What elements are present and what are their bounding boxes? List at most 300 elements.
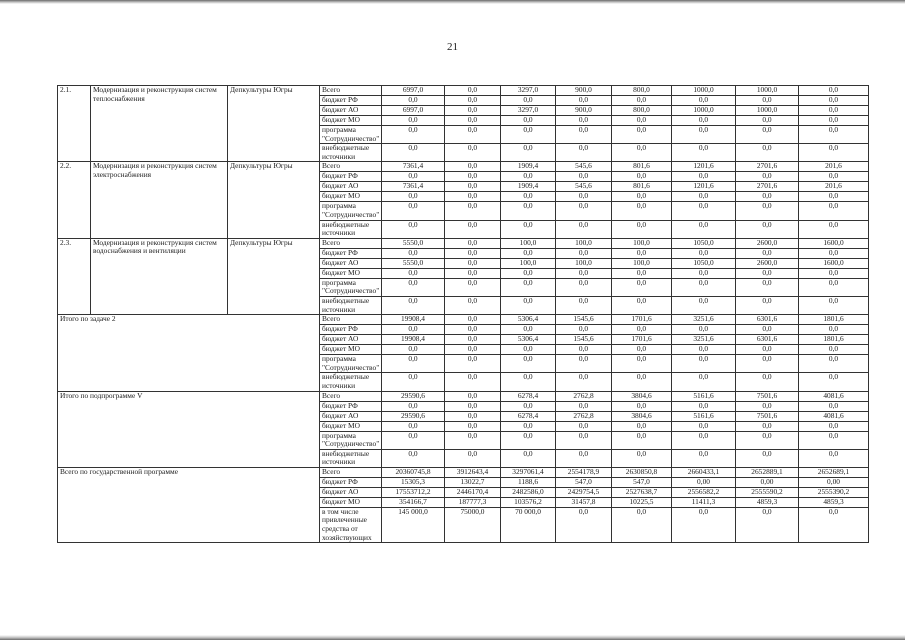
amount-cell: 0,0 (672, 268, 736, 278)
amount-cell: 1701,6 (612, 335, 672, 345)
amount-cell: 0,0 (736, 355, 799, 373)
amount-cell: 0,0 (445, 248, 501, 258)
amount-cell: 0,0 (382, 421, 445, 431)
amount-cell: 0,0 (799, 449, 869, 467)
amount-cell: 7361,4 (382, 182, 445, 192)
amount-cell: 0,0 (672, 144, 736, 162)
amount-cell: 0,0 (736, 268, 799, 278)
amount-cell: 0,0 (556, 325, 612, 335)
amount-cell: 4081,6 (799, 411, 869, 421)
total-label: Итого по подпрограмме V (58, 391, 320, 467)
funding-source: бюджет РФ (320, 325, 382, 335)
amount-cell: 0,0 (736, 431, 799, 449)
amount-cell: 5550,0 (382, 258, 445, 268)
amount-cell: 0,0 (612, 431, 672, 449)
amount-cell: 100,0 (612, 258, 672, 268)
amount-cell: 6278,4 (501, 391, 556, 401)
amount-cell: 0,0 (799, 126, 869, 144)
amount-cell: 1600,0 (799, 258, 869, 268)
amount-cell: 0,0 (382, 202, 445, 220)
amount-cell: 103576,2 (501, 497, 556, 507)
amount-cell: 0,0 (799, 401, 869, 411)
amount-cell: 1000,0 (672, 106, 736, 116)
amount-cell: 0,0 (501, 220, 556, 238)
amount-cell: 0,00 (799, 477, 869, 487)
amount-cell: 0,0 (445, 96, 501, 106)
amount-cell: 0,0 (799, 268, 869, 278)
amount-cell: 13022,7 (445, 477, 501, 487)
funding-source: бюджет МО (320, 421, 382, 431)
amount-cell: 0,0 (612, 192, 672, 202)
amount-cell: 1188,6 (501, 477, 556, 487)
amount-cell: 0,0 (445, 278, 501, 296)
measure-name: Модернизация и реконструкция систем теплоснабжения (91, 86, 228, 162)
amount-cell: 0,0 (612, 144, 672, 162)
amount-cell: 0,0 (382, 248, 445, 258)
amount-cell: 2555590,2 (736, 487, 799, 497)
amount-cell: 2652689,1 (799, 467, 869, 477)
amount-cell: 2556582,2 (672, 487, 736, 497)
amount-cell: 0,0 (672, 345, 736, 355)
amount-cell: 0,0 (445, 192, 501, 202)
amount-cell: 5306,4 (501, 315, 556, 325)
amount-cell: 20360745,8 (382, 467, 445, 477)
amount-cell: 900,0 (556, 86, 612, 96)
amount-cell: 0,0 (799, 296, 869, 314)
amount-cell: 5550,0 (382, 238, 445, 248)
amount-cell: 70 000,0 (501, 507, 556, 542)
amount-cell: 0,0 (501, 96, 556, 106)
amount-cell: 0,0 (736, 421, 799, 431)
amount-cell: 4081,6 (799, 391, 869, 401)
amount-cell: 0,0 (672, 202, 736, 220)
amount-cell: 0,0 (382, 192, 445, 202)
amount-cell: 0,0 (501, 278, 556, 296)
amount-cell: 0,0 (445, 401, 501, 411)
amount-cell: 0,0 (799, 355, 869, 373)
amount-cell: 0,0 (736, 278, 799, 296)
funding-source: внебюджетные источники (320, 449, 382, 467)
amount-cell: 5306,4 (501, 335, 556, 345)
funding-source: бюджет АО (320, 106, 382, 116)
amount-cell: 1201,6 (672, 162, 736, 172)
amount-cell: 2630850,8 (612, 467, 672, 477)
amount-cell: 3804,6 (612, 411, 672, 421)
amount-cell: 0,0 (556, 248, 612, 258)
amount-cell: 0,0 (799, 144, 869, 162)
amount-cell: 0,0 (556, 355, 612, 373)
table-row (58, 391, 869, 401)
amount-cell: 29590,6 (382, 391, 445, 401)
amount-cell: 0,0 (612, 202, 672, 220)
amount-cell: 0,0 (501, 431, 556, 449)
amount-cell: 0,0 (736, 202, 799, 220)
amount-cell: 17553712,2 (382, 487, 445, 497)
funding-source: Всего (320, 86, 382, 96)
amount-cell: 2429754,5 (556, 487, 612, 497)
amount-cell: 0,0 (556, 96, 612, 106)
amount-cell: 100,0 (556, 238, 612, 248)
amount-cell: 0,0 (556, 431, 612, 449)
amount-cell: 0,0 (736, 507, 799, 542)
amount-cell: 0,0 (736, 325, 799, 335)
amount-cell: 0,0 (736, 345, 799, 355)
amount-cell: 0,0 (672, 325, 736, 335)
amount-cell: 1600,0 (799, 238, 869, 248)
amount-cell: 0,0 (556, 278, 612, 296)
amount-cell: 0,0 (612, 278, 672, 296)
amount-cell: 0,0 (445, 345, 501, 355)
amount-cell: 0,0 (672, 116, 736, 126)
table-row (58, 315, 869, 325)
amount-cell: 0,0 (672, 507, 736, 542)
amount-cell: 0,0 (382, 96, 445, 106)
amount-cell: 5161,6 (672, 411, 736, 421)
amount-cell: 0,0 (445, 144, 501, 162)
funding-source: в том числе привлеченные средства от хозяйствующих (320, 507, 382, 542)
funding-source: внебюджетные источники (320, 220, 382, 238)
amount-cell: 145 000,0 (382, 507, 445, 542)
amount-cell: 0,0 (445, 106, 501, 116)
amount-cell: 2482586,0 (501, 487, 556, 497)
amount-cell: 0,0 (799, 86, 869, 96)
measure-name: Модернизация и реконструкция систем электроснабжения (91, 162, 228, 238)
amount-cell: 0,0 (382, 278, 445, 296)
amount-cell: 0,0 (612, 373, 672, 391)
amount-cell: 0,0 (501, 248, 556, 258)
amount-cell: 0,0 (501, 325, 556, 335)
amount-cell: 0,0 (736, 96, 799, 106)
funding-source: внебюджетные источники (320, 144, 382, 162)
amount-cell: 2701,6 (736, 182, 799, 192)
amount-cell: 0,0 (612, 116, 672, 126)
amount-cell: 3912643,4 (445, 467, 501, 477)
amount-cell: 3297061,4 (501, 467, 556, 477)
amount-cell: 0,0 (799, 325, 869, 335)
amount-cell: 0,0 (382, 268, 445, 278)
amount-cell: 4859,3 (799, 497, 869, 507)
amount-cell: 2762,8 (556, 391, 612, 401)
amount-cell: 0,0 (382, 172, 445, 182)
amount-cell: 0,0 (445, 296, 501, 314)
table-row (58, 238, 869, 248)
funding-source: внебюджетные источники (320, 373, 382, 391)
amount-cell: 0,0 (382, 431, 445, 449)
amount-cell: 10225,5 (612, 497, 672, 507)
funding-source: Всего (320, 391, 382, 401)
amount-cell: 0,0 (736, 373, 799, 391)
table-body (58, 86, 869, 543)
measure-name: Модернизация и реконструкция систем водоснабжения и вентиляции (91, 238, 228, 314)
amount-cell: 0,0 (445, 116, 501, 126)
amount-cell: 1050,0 (672, 258, 736, 268)
amount-cell: 0,0 (445, 220, 501, 238)
funding-source: программа "Сотрудничество" (320, 278, 382, 296)
amount-cell: 0,0 (445, 268, 501, 278)
amount-cell: 0,0 (736, 248, 799, 258)
funding-source: бюджет РФ (320, 96, 382, 106)
total-label: Всего по государственной программе (58, 467, 320, 542)
amount-cell: 0,0 (799, 220, 869, 238)
amount-cell: 0,0 (501, 126, 556, 144)
amount-cell: 0,0 (612, 345, 672, 355)
amount-cell: 0,0 (501, 401, 556, 411)
amount-cell: 11411,3 (672, 497, 736, 507)
funding-source: бюджет МО (320, 497, 382, 507)
amount-cell: 4859,3 (736, 497, 799, 507)
amount-cell: 0,0 (799, 278, 869, 296)
amount-cell: 1909,4 (501, 182, 556, 192)
responsible-executor: Депкультуры Югры (228, 162, 320, 238)
amount-cell: 0,0 (736, 172, 799, 182)
page-number: 21 (447, 41, 458, 53)
amount-cell: 354166,7 (382, 497, 445, 507)
amount-cell: 0,0 (501, 296, 556, 314)
amount-cell: 0,0 (382, 325, 445, 335)
amount-cell: 1000,0 (672, 86, 736, 96)
amount-cell: 0,0 (445, 411, 501, 421)
funding-source: внебюджетные источники (320, 296, 382, 314)
amount-cell: 0,0 (612, 96, 672, 106)
amount-cell: 6997,0 (382, 86, 445, 96)
amount-cell: 0,0 (445, 202, 501, 220)
amount-cell: 0,0 (382, 401, 445, 411)
amount-cell: 0,0 (612, 296, 672, 314)
amount-cell: 0,0 (799, 96, 869, 106)
amount-cell: 0,0 (556, 202, 612, 220)
amount-cell: 0,0 (612, 268, 672, 278)
amount-cell: 1000,0 (736, 106, 799, 116)
amount-cell: 547,0 (556, 477, 612, 487)
amount-cell: 7501,6 (736, 411, 799, 421)
amount-cell: 1801,6 (799, 315, 869, 325)
amount-cell: 2554178,9 (556, 467, 612, 477)
amount-cell: 900,0 (556, 106, 612, 116)
amount-cell: 0,0 (672, 401, 736, 411)
amount-cell: 801,6 (612, 162, 672, 172)
funding-source: программа "Сотрудничество" (320, 202, 382, 220)
amount-cell: 0,0 (501, 345, 556, 355)
amount-cell: 0,0 (556, 192, 612, 202)
amount-cell: 2600,0 (736, 238, 799, 248)
amount-cell: 1801,6 (799, 335, 869, 345)
amount-cell: 0,0 (382, 144, 445, 162)
amount-cell: 0,0 (445, 315, 501, 325)
amount-cell: 0,0 (672, 355, 736, 373)
funding-source: бюджет МО (320, 345, 382, 355)
amount-cell: 7501,6 (736, 391, 799, 401)
amount-cell: 0,0 (556, 144, 612, 162)
amount-cell: 19908,4 (382, 315, 445, 325)
funding-source: Всего (320, 467, 382, 477)
amount-cell: 0,0 (445, 373, 501, 391)
amount-cell: 0,0 (382, 296, 445, 314)
amount-cell: 5161,6 (672, 391, 736, 401)
amount-cell: 7361,4 (382, 162, 445, 172)
amount-cell: 0,0 (382, 116, 445, 126)
amount-cell: 0,0 (799, 106, 869, 116)
amount-cell: 201,6 (799, 162, 869, 172)
amount-cell: 0,0 (672, 220, 736, 238)
amount-cell: 0,0 (445, 431, 501, 449)
funding-source: бюджет АО (320, 411, 382, 421)
amount-cell: 0,0 (556, 172, 612, 182)
amount-cell: 0,0 (736, 401, 799, 411)
funding-source: Всего (320, 238, 382, 248)
amount-cell: 800,0 (612, 86, 672, 96)
amount-cell: 0,0 (382, 355, 445, 373)
amount-cell: 1000,0 (736, 86, 799, 96)
amount-cell: 0,0 (672, 296, 736, 314)
amount-cell: 0,0 (382, 345, 445, 355)
responsible-executor: Депкультуры Югры (228, 86, 320, 162)
amount-cell: 0,0 (445, 182, 501, 192)
funding-source: Всего (320, 315, 382, 325)
amount-cell: 3804,6 (612, 391, 672, 401)
amount-cell: 0,0 (799, 116, 869, 126)
amount-cell: 1545,6 (556, 335, 612, 345)
funding-source: бюджет МО (320, 268, 382, 278)
amount-cell: 0,0 (445, 421, 501, 431)
amount-cell: 3251,6 (672, 335, 736, 345)
amount-cell: 0,0 (445, 238, 501, 248)
amount-cell: 0,0 (736, 296, 799, 314)
amount-cell: 0,0 (445, 126, 501, 144)
amount-cell: 0,0 (556, 373, 612, 391)
amount-cell: 0,0 (799, 507, 869, 542)
amount-cell: 1201,6 (672, 182, 736, 192)
amount-cell: 201,6 (799, 182, 869, 192)
table-row (58, 162, 869, 172)
amount-cell: 2555390,2 (799, 487, 869, 497)
funding-source: бюджет РФ (320, 172, 382, 182)
amount-cell: 6278,4 (501, 411, 556, 421)
row-index: 2.1. (58, 86, 91, 162)
funding-source: бюджет РФ (320, 401, 382, 411)
amount-cell: 0,0 (799, 421, 869, 431)
amount-cell: 0,0 (556, 116, 612, 126)
amount-cell: 0,0 (501, 268, 556, 278)
amount-cell: 0,0 (612, 507, 672, 542)
funding-source: программа "Сотрудничество" (320, 355, 382, 373)
amount-cell: 2446170,4 (445, 487, 501, 497)
table-row (58, 467, 869, 477)
amount-cell: 0,0 (501, 202, 556, 220)
amount-cell: 0,0 (445, 355, 501, 373)
amount-cell: 187777,3 (445, 497, 501, 507)
amount-cell: 0,0 (736, 220, 799, 238)
scan-top-edge (0, 0, 905, 4)
amount-cell: 0,0 (501, 421, 556, 431)
amount-cell: 0,0 (736, 144, 799, 162)
amount-cell: 15305,3 (382, 477, 445, 487)
amount-cell: 0,0 (445, 172, 501, 182)
amount-cell: 29590,6 (382, 411, 445, 421)
amount-cell: 0,0 (382, 220, 445, 238)
amount-cell: 100,0 (556, 258, 612, 268)
amount-cell: 0,0 (612, 220, 672, 238)
amount-cell: 0,0 (501, 144, 556, 162)
amount-cell: 545,6 (556, 162, 612, 172)
amount-cell: 6997,0 (382, 106, 445, 116)
amount-cell: 0,0 (799, 373, 869, 391)
amount-cell: 0,0 (672, 172, 736, 182)
amount-cell: 0,0 (672, 248, 736, 258)
amount-cell: 0,0 (445, 449, 501, 467)
amount-cell: 0,0 (672, 431, 736, 449)
amount-cell: 2527638,7 (612, 487, 672, 497)
amount-cell: 0,0 (736, 126, 799, 144)
amount-cell: 0,0 (799, 172, 869, 182)
table-row (58, 86, 869, 96)
amount-cell: 547,0 (612, 477, 672, 487)
amount-cell: 0,0 (556, 126, 612, 144)
funding-source: бюджет МО (320, 116, 382, 126)
amount-cell: 0,0 (445, 162, 501, 172)
amount-cell: 0,0 (556, 268, 612, 278)
amount-cell: 1050,0 (672, 238, 736, 248)
amount-cell: 0,0 (672, 449, 736, 467)
funding-source: Всего (320, 162, 382, 172)
amount-cell: 0,0 (556, 401, 612, 411)
amount-cell: 0,0 (556, 220, 612, 238)
funding-source: программа "Сотрудничество" (320, 431, 382, 449)
amount-cell: 800,0 (612, 106, 672, 116)
row-index: 2.2. (58, 162, 91, 238)
amount-cell: 0,0 (672, 421, 736, 431)
amount-cell: 0,0 (501, 116, 556, 126)
funding-source: бюджет РФ (320, 477, 382, 487)
amount-cell: 0,0 (445, 86, 501, 96)
amount-cell: 0,0 (501, 172, 556, 182)
amount-cell: 19908,4 (382, 335, 445, 345)
amount-cell: 1545,6 (556, 315, 612, 325)
amount-cell: 2600,0 (736, 258, 799, 268)
amount-cell: 2652889,1 (736, 467, 799, 477)
amount-cell: 0,0 (799, 345, 869, 355)
amount-cell: 0,0 (445, 335, 501, 345)
funding-source: бюджет РФ (320, 248, 382, 258)
scan-bottom-edge (0, 635, 905, 640)
amount-cell: 3297,0 (501, 86, 556, 96)
amount-cell: 0,0 (556, 449, 612, 467)
amount-cell: 545,6 (556, 182, 612, 192)
amount-cell: 0,0 (445, 391, 501, 401)
amount-cell: 0,0 (612, 401, 672, 411)
amount-cell: 0,0 (556, 296, 612, 314)
amount-cell: 0,0 (736, 116, 799, 126)
amount-cell: 0,0 (612, 421, 672, 431)
amount-cell: 0,0 (799, 248, 869, 258)
amount-cell: 0,0 (501, 373, 556, 391)
amount-cell: 31457,8 (556, 497, 612, 507)
amount-cell: 0,00 (672, 477, 736, 487)
amount-cell: 0,0 (799, 431, 869, 449)
amount-cell: 0,0 (612, 172, 672, 182)
amount-cell: 0,0 (612, 355, 672, 373)
amount-cell: 6301,6 (736, 315, 799, 325)
funding-source: бюджет МО (320, 192, 382, 202)
budget-table (57, 85, 869, 543)
amount-cell: 3251,6 (672, 315, 736, 325)
amount-cell: 0,0 (382, 373, 445, 391)
funding-source: бюджет АО (320, 258, 382, 268)
amount-cell: 2660433,1 (672, 467, 736, 477)
total-label: Итого по задаче 2 (58, 315, 320, 391)
amount-cell: 2762,8 (556, 411, 612, 421)
amount-cell: 0,0 (672, 278, 736, 296)
amount-cell: 0,0 (799, 192, 869, 202)
